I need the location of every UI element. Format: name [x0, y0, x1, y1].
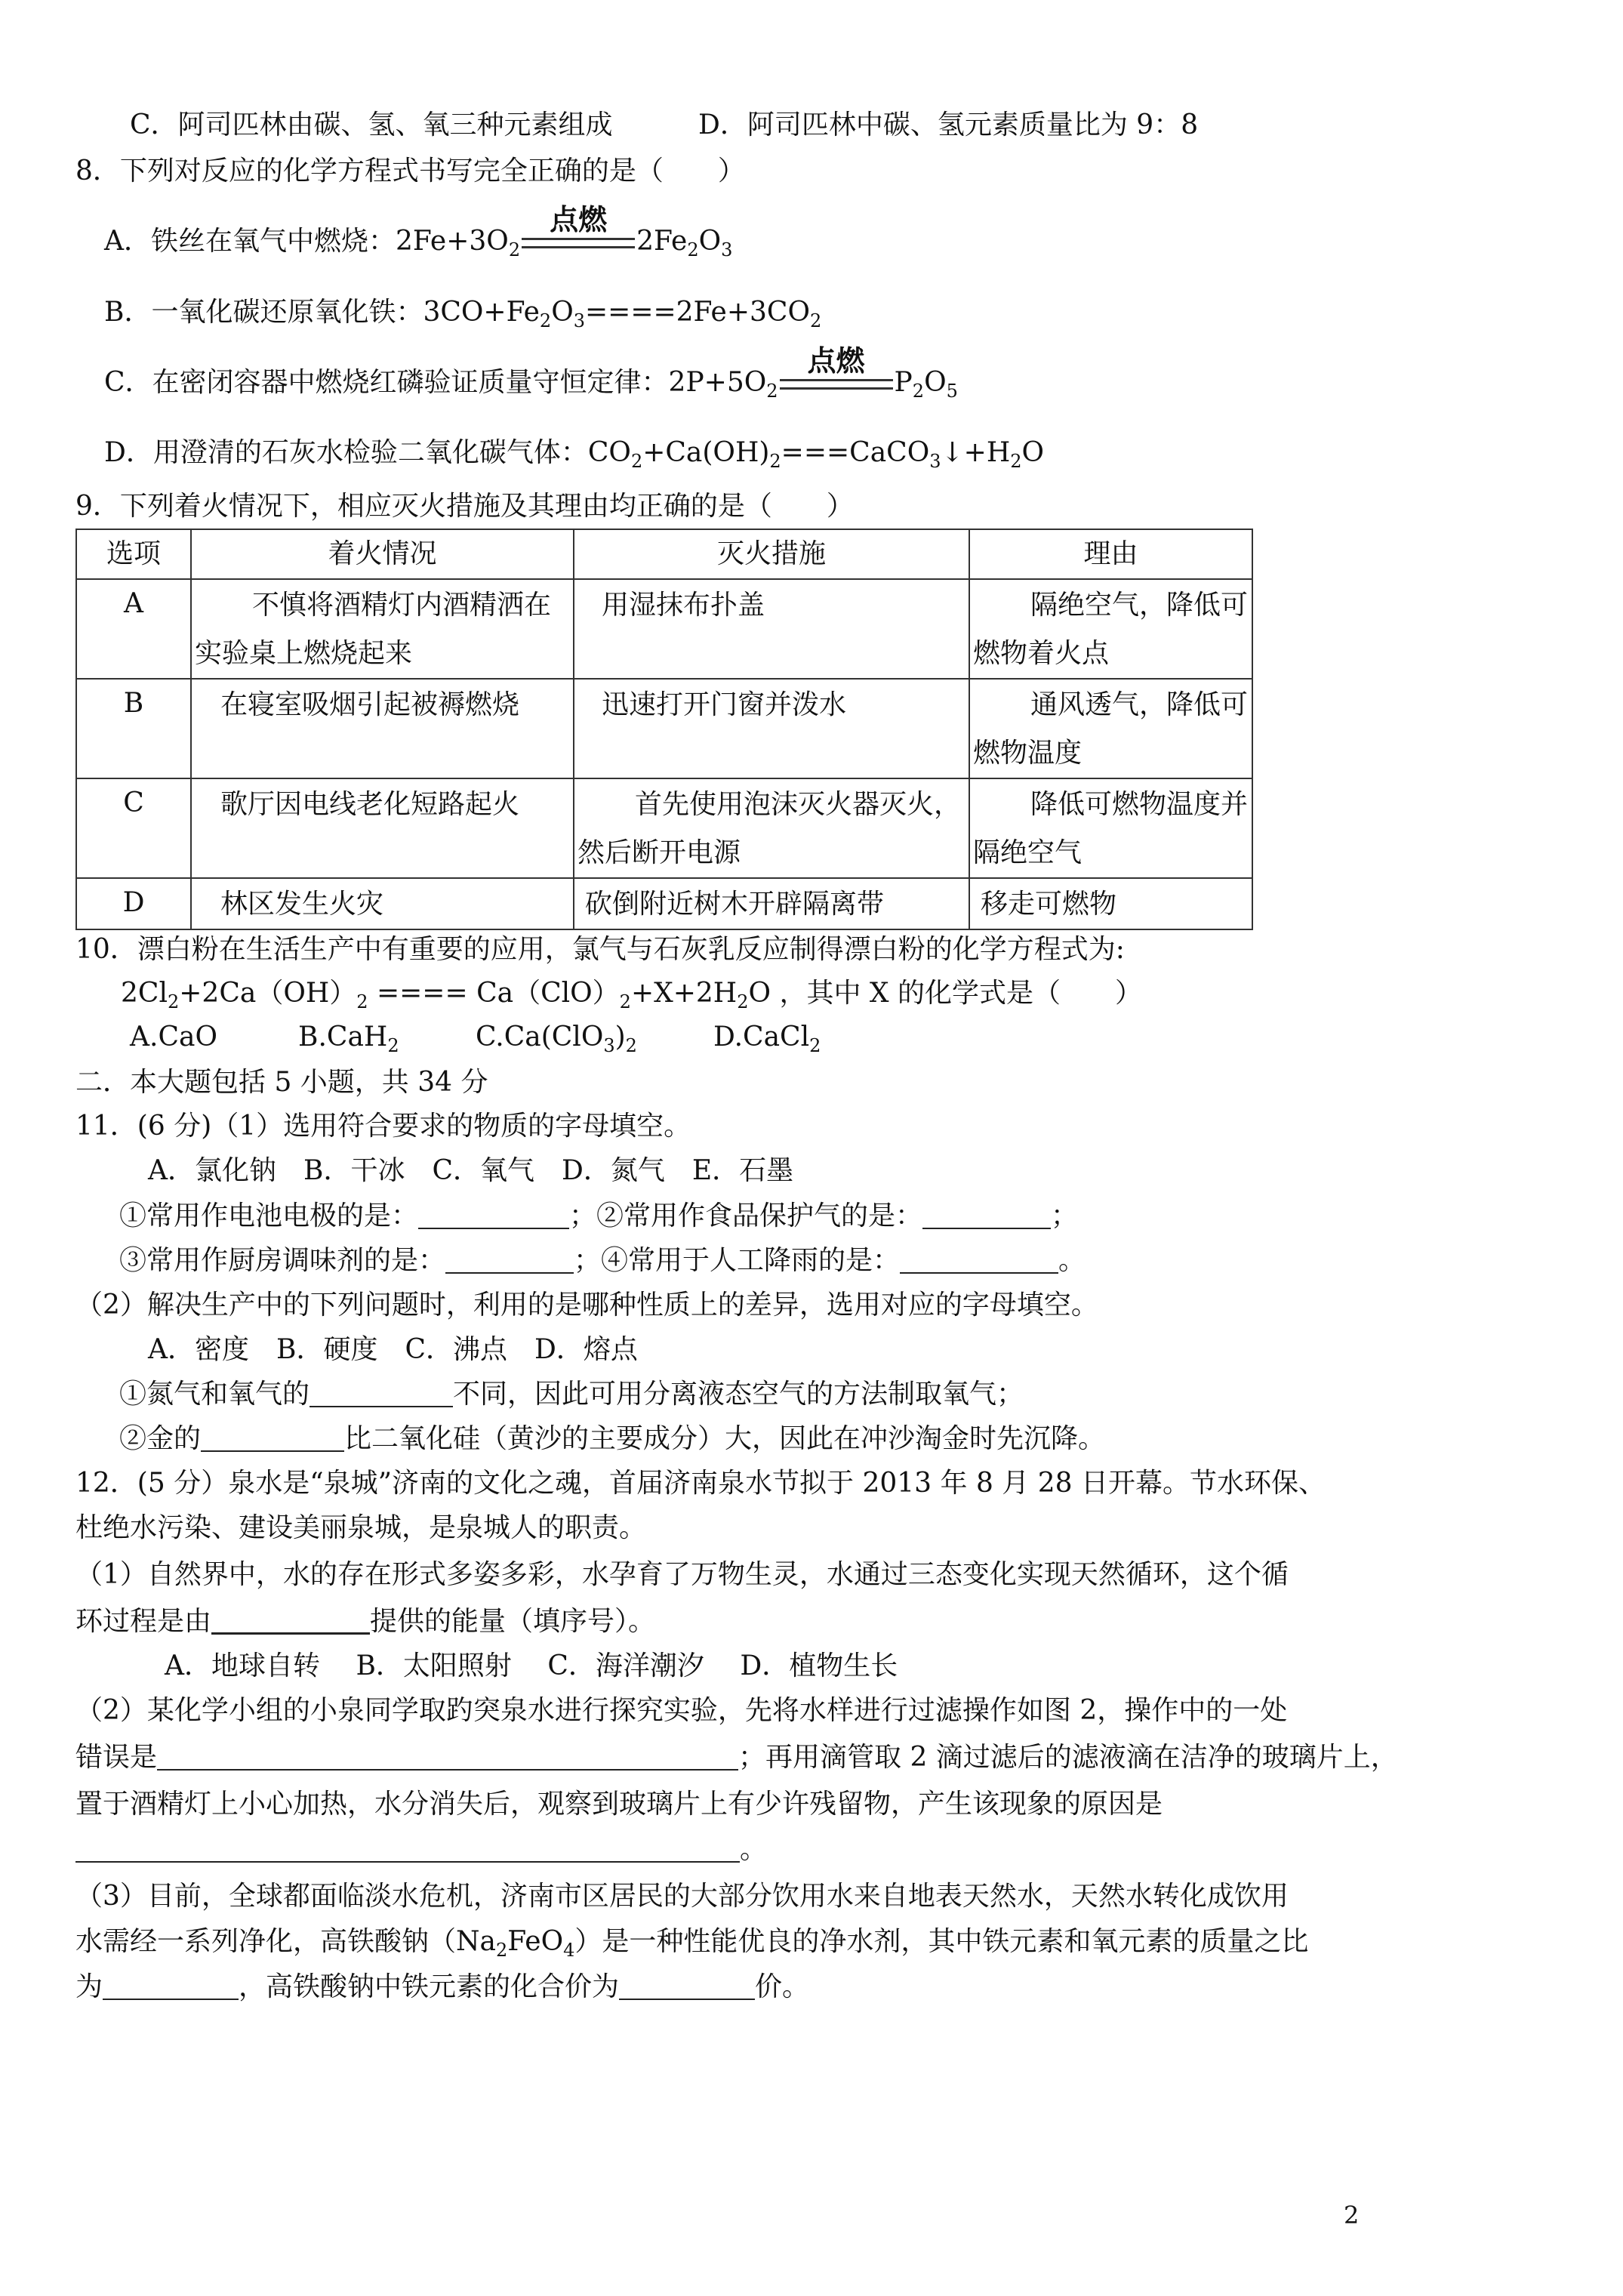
- table-header: 理由: [969, 529, 1252, 579]
- q12-options: A．地球自转 B．太阳照射 C．海洋潮汐 D．植物生长: [165, 1650, 898, 1681]
- table-cell: 通风透气，降低可燃物温度: [969, 679, 1252, 778]
- q12-line2: 杜绝水污染、建设美丽泉城，是泉城人的职责。: [75, 1512, 647, 1543]
- q11-options: A．氯化钠 B．干冰 C．氧气 D．氮气 E．石墨: [148, 1155, 794, 1186]
- q9-stem: 9．下列着火情况下，相应灭火措施及其理由均正确的是（ ）: [75, 491, 854, 522]
- answer-blank[interactable]: [157, 1742, 738, 1771]
- q10-option-b: B.CaH$_2$: [298, 1022, 399, 1056]
- q12-line7: 错误是 ；再用滴管取 2 滴过滤后的滤液滴在洁净的玻璃片上，: [75, 1742, 1398, 1773]
- section-heading: 二．本大题包括 5 小题，共 34 分: [75, 1067, 488, 1098]
- reaction-condition-arrow: 点燃: [780, 379, 893, 390]
- q7-option-d: D．阿司匹林中碳、氢元素质量比为 9：8: [698, 109, 1199, 140]
- q11-line2: ③常用作厨房调味剂的是： ；④常用于人工降雨的是： 。: [119, 1245, 1086, 1276]
- q8-option-b: B．一氧化碳还原氧化铁：$3CO+Fe_2O_3====2Fe+3CO_2$: [104, 297, 822, 331]
- answer-blank[interactable]: [900, 1245, 1058, 1274]
- q11-part2: （2）解决生产中的下列问题时，利用的是哪种性质上的差异，选用对应的字母填空。: [75, 1290, 1098, 1321]
- q11-line1: ①常用作电池电极的是： ；②常用作食品保护气的是： ；: [119, 1200, 1079, 1231]
- reaction-condition-arrow: 点燃: [522, 238, 635, 248]
- q10-option-c: $C.Ca(ClO_3)_2$: [476, 1022, 637, 1056]
- table-cell: C: [76, 778, 191, 878]
- answer-blank[interactable]: [211, 1605, 370, 1635]
- fire-table: [75, 529, 1253, 930]
- table-cell: 在寝室吸烟引起被褥燃烧: [191, 679, 574, 778]
- q8-option-c: C．在密闭容器中燃烧红磷验证质量守恒定律：$2P+5O_2$ 点燃 $P_2O_5$: [104, 344, 958, 402]
- q12-line8: 置于酒精灯上小心加热，水分消失后，观察到玻璃片上有少许残留物，产生该现象的原因是: [75, 1789, 1163, 1820]
- table-cell: 林区发生火灾: [191, 878, 574, 929]
- table-header-row: [76, 529, 1252, 579]
- q10-option-d: D.CaCl$_2$: [713, 1022, 821, 1056]
- table-cell: 首先使用泡沫灭火器灭火，然后断开电源: [574, 778, 969, 878]
- answer-blank[interactable]: [310, 1379, 453, 1407]
- q12-line11: 水需经一系列净化，高铁酸钠$(Na_2FeO_4)$是一种性能优良的净水剂，其中铁元素和氧元素的质量之比: [75, 1926, 1309, 1961]
- table-cell: 歌厅因电线老化短路起火: [191, 778, 574, 878]
- table-cell: 迅速打开门窗并泼水: [574, 679, 969, 778]
- answer-blank[interactable]: [201, 1423, 344, 1452]
- table-cell: B: [76, 679, 191, 778]
- table-cell: 不慎将酒精灯内酒精洒在实验桌上燃烧起来: [191, 579, 574, 679]
- table-row: [76, 778, 1252, 878]
- q11-line4: ②金的 比二氧化硅（黄沙的主要成分）大，因此在冲沙淘金时先沉降。: [119, 1423, 1106, 1454]
- q12-line4: 环过程是由 提供的能量（填序号）。: [75, 1606, 656, 1637]
- q12-line3: （1）自然界中，水的存在形式多姿多彩，水孕育了万物生灵，水通过三态变化实现天然循环，这个循: [75, 1559, 1289, 1590]
- answer-blank[interactable]: [445, 1245, 574, 1274]
- q12-line1: 12．(5 分）泉水是“泉城”济南的文化之魂，首届济南泉水节拟于 2013 年 8 月 28 日开幕。节水环保、: [75, 1468, 1326, 1499]
- q11-line3: ①氮气和氧气的 不同，因此可用分离液态空气的方法制取氧气；: [119, 1379, 1024, 1410]
- answer-blank[interactable]: [103, 1971, 239, 2000]
- answer-blank[interactable]: [922, 1200, 1051, 1229]
- table-header: 选项: [76, 529, 191, 579]
- table-cell: 砍倒附近树木开辟隔离带: [574, 878, 969, 929]
- answer-blank[interactable]: [75, 1834, 740, 1863]
- q8-option-a: A．铁丝在氧气中燃烧：$2Fe+3O_2$ 点燃 $2Fe_2O_3$: [104, 203, 733, 260]
- q12-line9: 。: [75, 1832, 767, 1868]
- table-row: [76, 579, 1252, 679]
- q12-line12: 为 ，高铁酸钠中铁元素的化合价为 价。: [75, 1971, 810, 2002]
- table-cell: 移走可燃物: [969, 878, 1252, 929]
- table-cell: D: [76, 878, 191, 929]
- q12-line10: （3）目前，全球都面临淡水危机，济南市区居民的大部分饮用水来自地表天然水，天然水转化成饮用: [75, 1881, 1289, 1912]
- q10-stem: 10．漂白粉在生活生产中有重要的应用，氯气与石灰乳反应制得漂白粉的化学方程式为:: [75, 934, 1125, 965]
- table-header: 着火情况: [191, 529, 574, 579]
- q8-option-d: D．用澄清的石灰水检验二氧化碳气体：$CO_2+Ca(OH)_2===CaCO_3↓+H_2O$: [104, 437, 1045, 472]
- q10-equation: $2Cl_2+2Ca(OH)_2$ ==== $Ca(ClO)_2+X+2H_2O$ ，其中 X 的化学式是（ ）: [121, 978, 1142, 1012]
- table-cell: 隔绝空气，降低可燃物着火点: [969, 579, 1252, 679]
- table-cell: 用湿抹布扑盖: [574, 579, 969, 679]
- q11-stem: 11．(6 分)（1）选用符合要求的物质的字母填空。: [75, 1111, 691, 1142]
- q7-option-c: C．阿司匹林由碳、氢、氧三种元素组成: [130, 109, 613, 140]
- table-cell: A: [76, 579, 191, 679]
- q10-option-a: A.CaO: [130, 1022, 217, 1052]
- page-number: 2: [1344, 2201, 1360, 2230]
- answer-blank[interactable]: [418, 1200, 569, 1229]
- table-row: [76, 679, 1252, 778]
- table-row: [76, 878, 1252, 929]
- q8-stem: 8．下列对反应的化学方程式书写完全正确的是（ ）: [75, 156, 745, 186]
- q11-options2: A．密度 B．硬度 C．沸点 D．熔点: [148, 1334, 638, 1365]
- answer-blank[interactable]: [619, 1971, 755, 2000]
- table-header: 灭火措施: [574, 529, 969, 579]
- table-cell: 降低可燃物温度并隔绝空气: [969, 778, 1252, 878]
- q12-line6: （2）某化学小组的小泉同学取趵突泉水进行探究实验，先将水样进行过滤操作如图 2，操作中的一处: [75, 1695, 1288, 1726]
